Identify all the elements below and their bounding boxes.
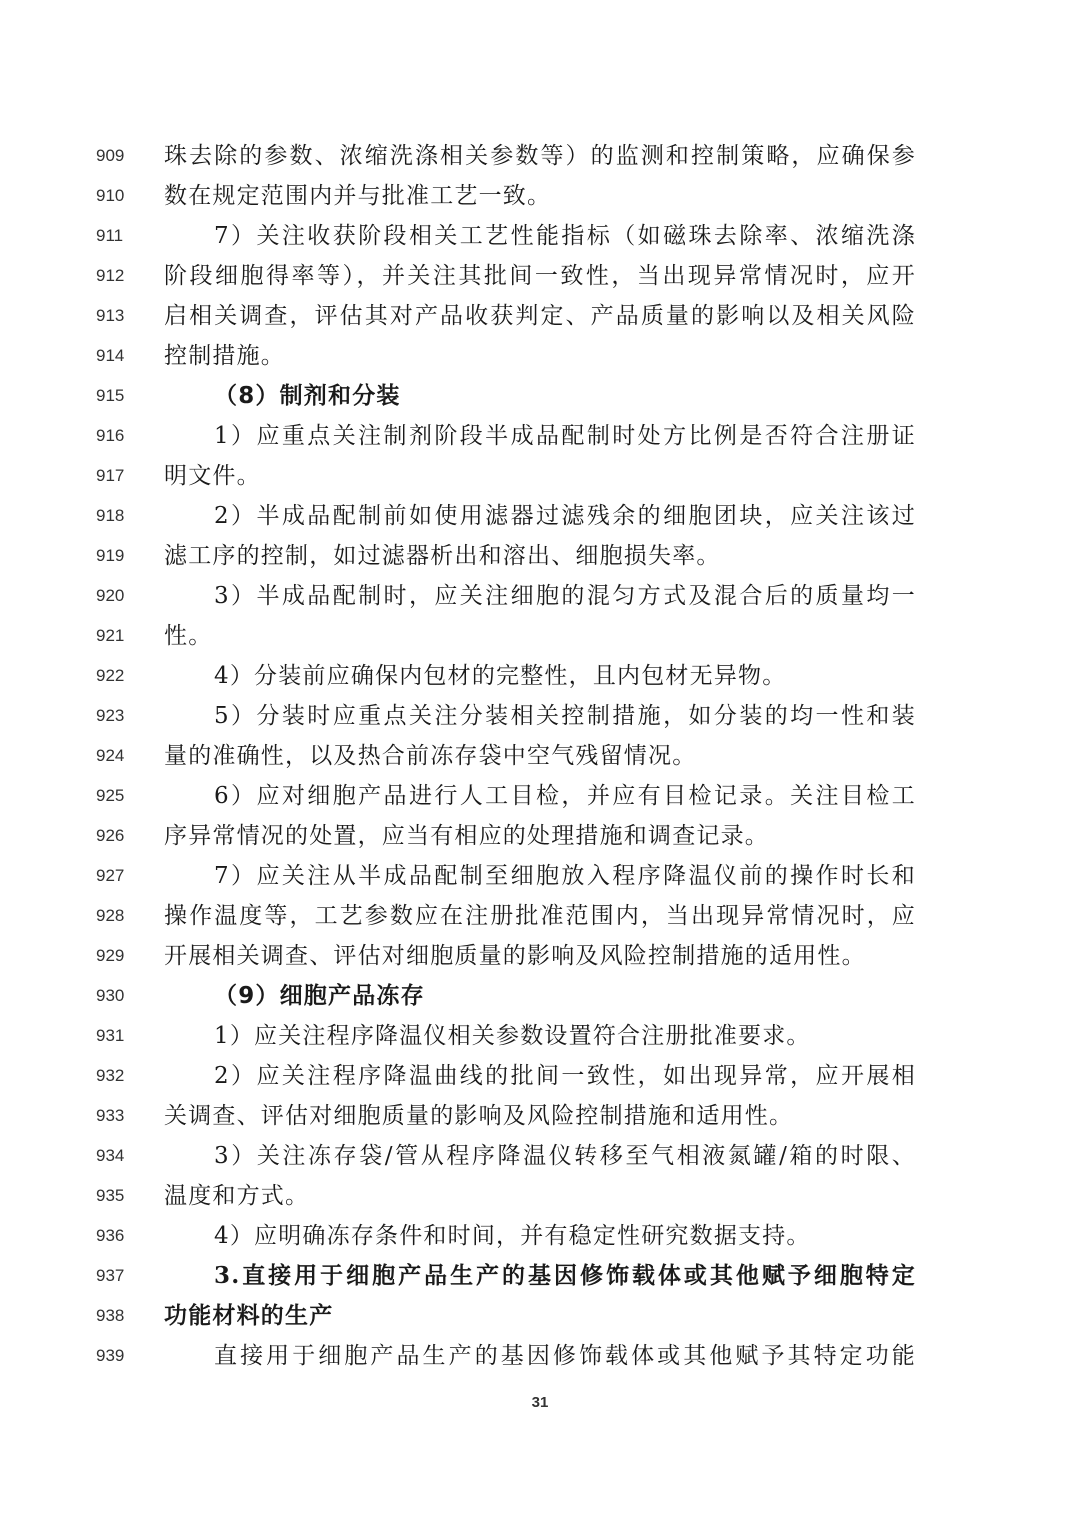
line-text: 滤工序的控制，如过滤器析出和溶出、细胞损失率。	[164, 543, 721, 569]
heading-text: 功能材料的生产	[164, 1302, 334, 1329]
text-line	[0, 296, 1080, 336]
text-line	[0, 1056, 1080, 1096]
text-line	[0, 936, 1080, 976]
line-number: 918	[96, 506, 125, 525]
text-line	[0, 736, 1080, 776]
line-number: 921	[96, 626, 125, 645]
line-text: 明文件。	[164, 463, 261, 489]
line-text: 温度和方式。	[164, 1183, 310, 1209]
line-number: 938	[96, 1306, 125, 1325]
text-line	[0, 536, 1080, 576]
line-number: 932	[96, 1066, 125, 1085]
line-number: 910	[96, 186, 125, 205]
line-text: 7）关注收获阶段相关工艺性能指标（如磁珠去除率、浓缩洗涤	[214, 223, 916, 249]
line-number: 922	[96, 666, 125, 685]
line-text: 直接用于细胞产品生产的基因修饰载体或其他赋予其特定功能	[214, 1343, 916, 1369]
line-text: 阶段细胞得率等），并关注其批间一致性，当出现异常情况时，应开	[164, 263, 916, 289]
line-text: 开展相关调查、评估对细胞质量的影响及风险控制措施的适用性。	[164, 943, 866, 969]
line-text: 操作温度等，工艺参数应在注册批准范围内，当出现异常情况时，应	[164, 903, 916, 929]
line-number: 931	[96, 1026, 125, 1045]
line-number: 911	[96, 226, 124, 245]
line-number: 919	[96, 546, 125, 565]
text-line	[0, 336, 1080, 376]
line-text: 3）关注冻存袋/管从程序降温仪转移至气相液氮罐/箱的时限、	[214, 1143, 916, 1169]
line-text: 关调查、评估对细胞质量的影响及风险控制措施和适用性。	[164, 1103, 794, 1129]
line-text: 数在规定范围内并与批准工艺一致。	[164, 183, 552, 209]
text-line	[0, 216, 1080, 256]
line-text: 4）分装前应确保内包材的完整性，且内包材无异物。	[214, 663, 787, 689]
line-number: 939	[96, 1346, 125, 1365]
text-line	[0, 1216, 1080, 1256]
line-number: 937	[96, 1266, 125, 1285]
heading-text: （9）细胞产品冻存	[214, 983, 425, 1009]
text-line	[0, 856, 1080, 896]
text-line	[0, 656, 1080, 696]
line-number: 916	[96, 426, 125, 445]
line-number: 929	[96, 946, 125, 965]
line-number: 936	[96, 1226, 125, 1245]
text-line	[0, 1016, 1080, 1056]
line-text: 1）应重点关注制剂阶段半成品配制时处方比例是否符合注册证	[214, 423, 916, 449]
line-number: 928	[96, 906, 125, 925]
section-heading	[0, 1296, 1080, 1336]
line-number: 933	[96, 1106, 125, 1125]
text-line	[0, 136, 1080, 176]
heading-text: （8）制剂和分装	[214, 383, 401, 409]
line-number: 914	[96, 346, 125, 365]
line-text: 量的准确性，以及热合前冻存袋中空气残留情况。	[164, 743, 697, 769]
line-number: 923	[96, 706, 125, 725]
line-text: 控制措施。	[164, 343, 285, 369]
line-number: 930	[96, 986, 125, 1005]
heading-text: 3.直接用于细胞产品生产的基因修饰载体或其他赋予细胞特定	[214, 1262, 916, 1289]
section-heading	[0, 376, 1080, 416]
line-number: 926	[96, 826, 125, 845]
line-number: 909	[96, 146, 125, 165]
text-line	[0, 616, 1080, 656]
text-line	[0, 1136, 1080, 1176]
text-line	[0, 416, 1080, 456]
line-text: 7）应关注从半成品配制至细胞放入程序降温仪前的操作时长和	[214, 863, 916, 889]
page-number: 31	[531, 1394, 549, 1411]
line-number: 913	[96, 306, 125, 325]
line-text: 4）应明确冻存条件和时间，并有稳定性研究数据支持。	[214, 1223, 811, 1249]
text-line	[0, 256, 1080, 296]
line-number: 915	[96, 386, 125, 405]
text-line	[0, 176, 1080, 216]
text-line	[0, 696, 1080, 736]
line-text: 3）半成品配制时，应关注细胞的混匀方式及混合后的质量均一	[214, 583, 916, 609]
text-line	[0, 496, 1080, 536]
text-line	[0, 816, 1080, 856]
line-number: 935	[96, 1186, 125, 1205]
line-number: 917	[96, 466, 125, 485]
line-number: 925	[96, 786, 125, 805]
line-text: 珠去除的参数、浓缩洗涤相关参数等）的监测和控制策略，应确保参	[164, 143, 916, 169]
text-line	[0, 1336, 1080, 1376]
section-heading	[0, 976, 1080, 1016]
line-text: 2）应关注程序降温曲线的批间一致性，如出现异常，应开展相	[214, 1063, 916, 1089]
text-line	[0, 1096, 1080, 1136]
section-heading	[0, 1256, 1080, 1296]
text-line	[0, 896, 1080, 936]
line-number: 912	[96, 266, 125, 285]
line-text: 2）半成品配制前如使用滤器过滤残余的细胞团块，应关注该过	[214, 503, 916, 529]
line-number: 924	[96, 746, 125, 765]
line-number: 920	[96, 586, 125, 605]
text-line	[0, 776, 1080, 816]
line-text: 1）应关注程序降温仪相关参数设置符合注册批准要求。	[214, 1023, 811, 1049]
line-text: 6）应对细胞产品进行人工目检，并应有目检记录。关注目检工	[214, 783, 916, 809]
text-line	[0, 456, 1080, 496]
line-number: 934	[96, 1146, 125, 1165]
text-line	[0, 576, 1080, 616]
line-text: 启相关调查，评估其对产品收获判定、产品质量的影响以及相关风险	[164, 303, 916, 329]
line-text: 性。	[164, 623, 213, 649]
text-line	[0, 1176, 1080, 1216]
line-text: 序异常情况的处置，应当有相应的处理措施和调查记录。	[164, 823, 769, 849]
line-number: 927	[96, 866, 125, 885]
line-text: 5）分装时应重点关注分装相关控制措施，如分装的均一性和装	[214, 703, 916, 729]
